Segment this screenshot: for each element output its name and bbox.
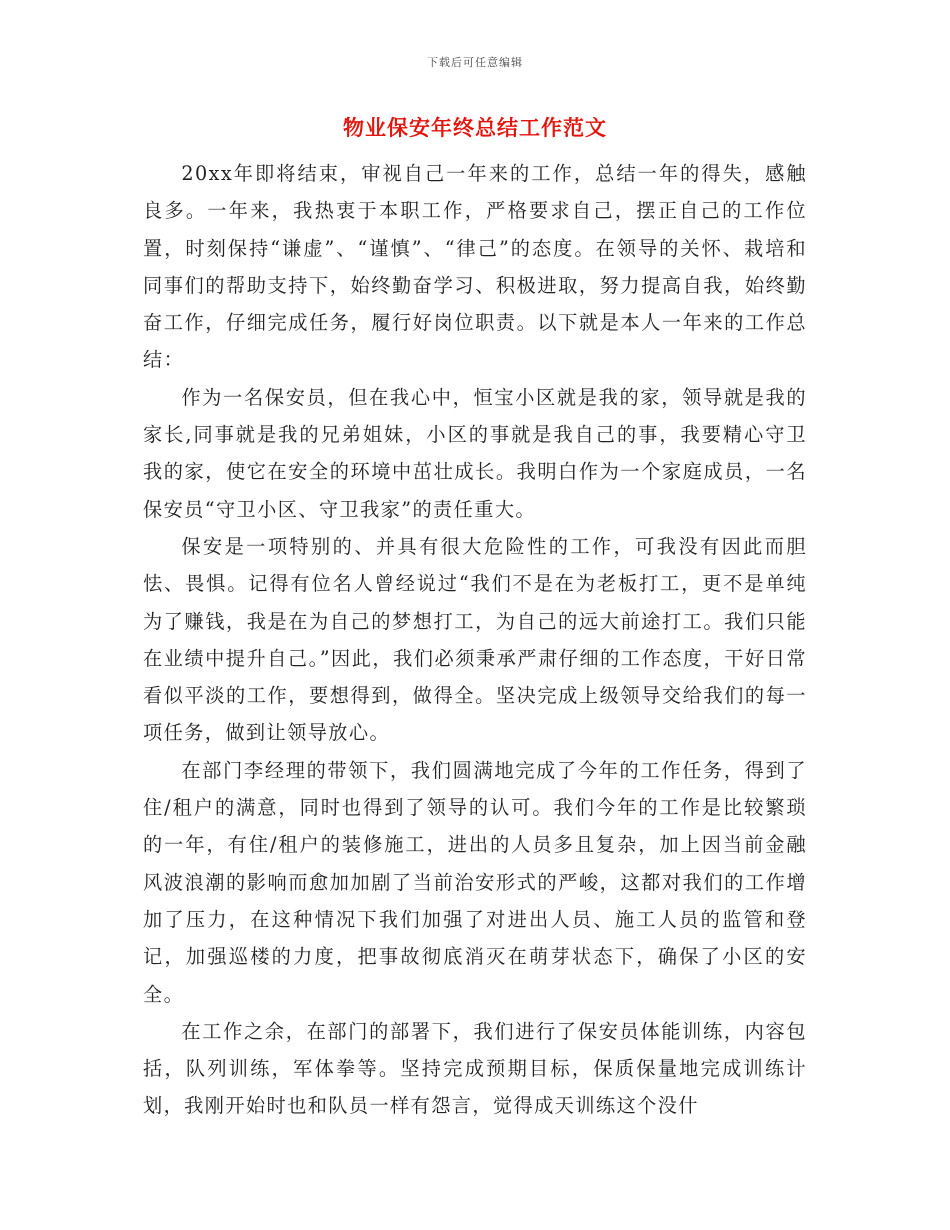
paragraph: 在工作之余，在部门的部署下，我们进行了保安员体能训练，内容包括，队列训练，军体拳等。坚持完成预期目标，保质保量地完成训练计划，我刚开始时也和队员一样有怨言，觉得成天训练这个没什 (143, 1019, 807, 1118)
document-body (143, 155, 807, 1125)
paragraph: 在部门李经理的带领下，我们圆满地完成了今年的工作任务，得到了住/租户的满意，同时也得到了领导的认可。我们今年的工作是比较繁琐的一年，有住/租户的装修施工，进出的人员多且复杂，加上因当前金融风波浪潮的影响而愈加加剧了当前治安形式的严峻，这都对我们的工作增加了压力，在这种情况下我们加强了对进出人员、施工人员的监管和登记，加强巡楼的力度，把事故彻底消灭在萌芽状态下，确保了小区的安全。 (143, 758, 807, 1006)
document-title: 物业保安年终总结工作范文 (343, 115, 607, 140)
header-note: 下载后可任意编辑 (427, 56, 523, 69)
paragraph: 20xx年即将结束，审视自己一年来的工作，总结一年的得失，感触良多。一年来，我热衷于本职工作，严格要求自己，摆正自己的工作位置，时刻保持“谦虚”、“谨慎”、“律己”的态度。在领导的关怀、栽培和同事们的帮助支持下，始终勤奋学习、积极进取，努力提高自我，始终勤奋工作，仔细完成任务，履行好岗位职责。以下就是本人一年来的工作总结： (143, 162, 807, 372)
paragraph: 作为一名保安员，但在我心中，恒宝小区就是我的家，领导就是我的家长,同事就是我的兄弟姐妹，小区的事就是我自己的事，我要精心守卫我的家，使它在安全的环境中茁壮成长。我明白作为一个家庭成员，一名保安员“守卫小区、守卫我家”的责任重大。 (143, 385, 807, 521)
paragraph: 保安是一项特别的、并具有很大危险性的工作，可我没有因此而胆怯、畏惧。记得有位名人曾经说过“我们不是在为老板打工，更不是单纯为了赚钱，我是在为自己的梦想打工，为自己的远大前途打工。我们只能在业绩中提升自己。”因此，我们必须秉承严肃仔细的工作态度，干好日常看似平淡的工作，要想得到，做得全。坚决完成上级领导交给我们的每一项任务，做到让领导放心。 (143, 534, 807, 745)
